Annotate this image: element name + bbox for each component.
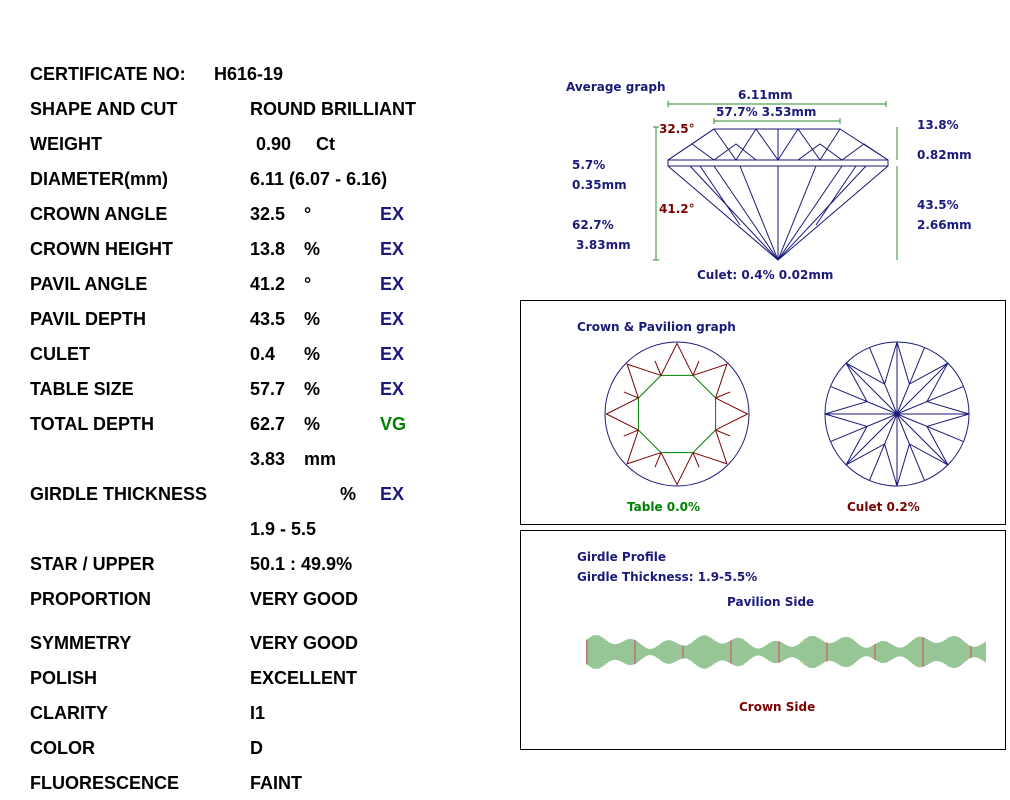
spec-value: 0.4: [250, 344, 276, 364]
spec-label: STAR / UPPER: [30, 554, 155, 574]
spec-grade: EX: [380, 309, 405, 329]
crown-side-label: Crown Side: [739, 700, 816, 714]
spec-value: 6.11 (6.07 - 6.16): [250, 169, 388, 189]
spec-label: CROWN HEIGHT: [30, 239, 173, 259]
crown-angle-label: 32.5°: [659, 122, 695, 136]
spec-label: GIRDLE THICKNESS: [30, 484, 208, 504]
spec-grade: VG: [380, 414, 407, 434]
culet-label: Culet: 0.4% 0.02mm: [697, 268, 834, 282]
spec-grade: EX: [380, 239, 405, 259]
spec-value: 57.7: [250, 379, 286, 399]
total-depth-pct-label: 62.7%: [572, 218, 614, 232]
spec-value: 50.1 : 49.9%: [250, 554, 353, 574]
spec-label: SHAPE AND CUT: [30, 99, 178, 119]
girdle-mm-label: 0.82mm: [917, 148, 972, 162]
girdle-thickness-label: Girdle Thickness: 1.9-5.5%: [577, 570, 758, 584]
culet-percent-label: Culet 0.2%: [847, 500, 920, 514]
spec-value: D: [250, 738, 263, 758]
spec-value: 62.7: [250, 414, 286, 434]
spec-label: CROWN ANGLE: [30, 204, 168, 224]
spec-value: ROUND BRILLIANT: [250, 99, 416, 119]
certificate-number: H616-19: [214, 64, 284, 84]
girdle-left-mm-label: 0.35mm: [572, 178, 627, 192]
spec-unit: %: [304, 309, 321, 329]
spec-value: EXCELLENT: [250, 668, 358, 688]
girdle-profile-title: Girdle Profile: [577, 550, 667, 564]
spec-unit: °: [304, 274, 312, 294]
spec-label: FLUORESCENCE: [30, 773, 180, 793]
spec-label: WEIGHT: [30, 134, 102, 154]
spec-value: I1: [250, 703, 266, 723]
spec-value: 43.5: [250, 309, 286, 329]
spec-label: CULET: [30, 344, 90, 364]
pavilion-mm-label: 2.66mm: [917, 218, 972, 232]
spec-label: CLARITY: [30, 703, 108, 723]
spec-unit: %: [304, 239, 321, 259]
spec-value: 3.83: [250, 449, 286, 469]
spec-unit: %: [304, 344, 321, 364]
spec-label: TABLE SIZE: [30, 379, 134, 399]
crown-pavilion-title: Crown & Pavilion graph: [577, 320, 736, 334]
spec-grade: EX: [380, 274, 405, 294]
spec-grade: EX: [380, 344, 405, 364]
spec-label: COLOR: [30, 738, 95, 758]
pavilion-pct-label: 43.5%: [917, 198, 959, 212]
spec-unit: Ct: [316, 134, 335, 154]
spec-label: POLISH: [30, 668, 98, 688]
certificate-label: CERTIFICATE NO:: [30, 64, 186, 84]
pavilion-angle-label: 41.2°: [659, 202, 695, 216]
spec-value: 13.8: [250, 239, 286, 259]
spec-label: TOTAL DEPTH: [30, 414, 155, 434]
spec-unit: °: [304, 204, 312, 224]
girdle-pct-label: 5.7%: [572, 158, 606, 172]
average-graph-title: Average graph: [566, 80, 666, 94]
spec-unit: %: [304, 379, 321, 399]
total-depth-mm-label: 3.83mm: [576, 238, 631, 252]
spec-label: PAVIL DEPTH: [30, 309, 147, 329]
diameter-label: 6.11mm: [738, 88, 793, 102]
spec-value: 1.9 - 5.5: [250, 519, 317, 539]
spec-unit: mm: [304, 449, 337, 469]
spec-value: 0.90: [256, 134, 292, 154]
pavilion-side-label: Pavilion Side: [727, 595, 815, 609]
spec-label: SYMMETRY: [30, 633, 132, 653]
spec-label: DIAMETER(mm): [30, 169, 168, 189]
spec-grade: EX: [380, 204, 405, 224]
spec-value: 41.2: [250, 274, 286, 294]
spec-unit: %: [340, 484, 357, 504]
table-label: 57.7% 3.53mm: [716, 105, 817, 119]
spec-grade: EX: [380, 484, 405, 504]
spec-value: FAINT: [250, 773, 302, 793]
spec-unit: %: [304, 414, 321, 434]
spec-value: 32.5: [250, 204, 286, 224]
spec-value: VERY GOOD: [250, 589, 359, 609]
spec-value: VERY GOOD: [250, 633, 359, 653]
crown-height-label: 13.8%: [917, 118, 959, 132]
spec-label: PROPORTION: [30, 589, 152, 609]
table-percent-label: Table 0.0%: [627, 500, 701, 514]
spec-label: PAVIL ANGLE: [30, 274, 148, 294]
spec-grade: EX: [380, 379, 405, 399]
